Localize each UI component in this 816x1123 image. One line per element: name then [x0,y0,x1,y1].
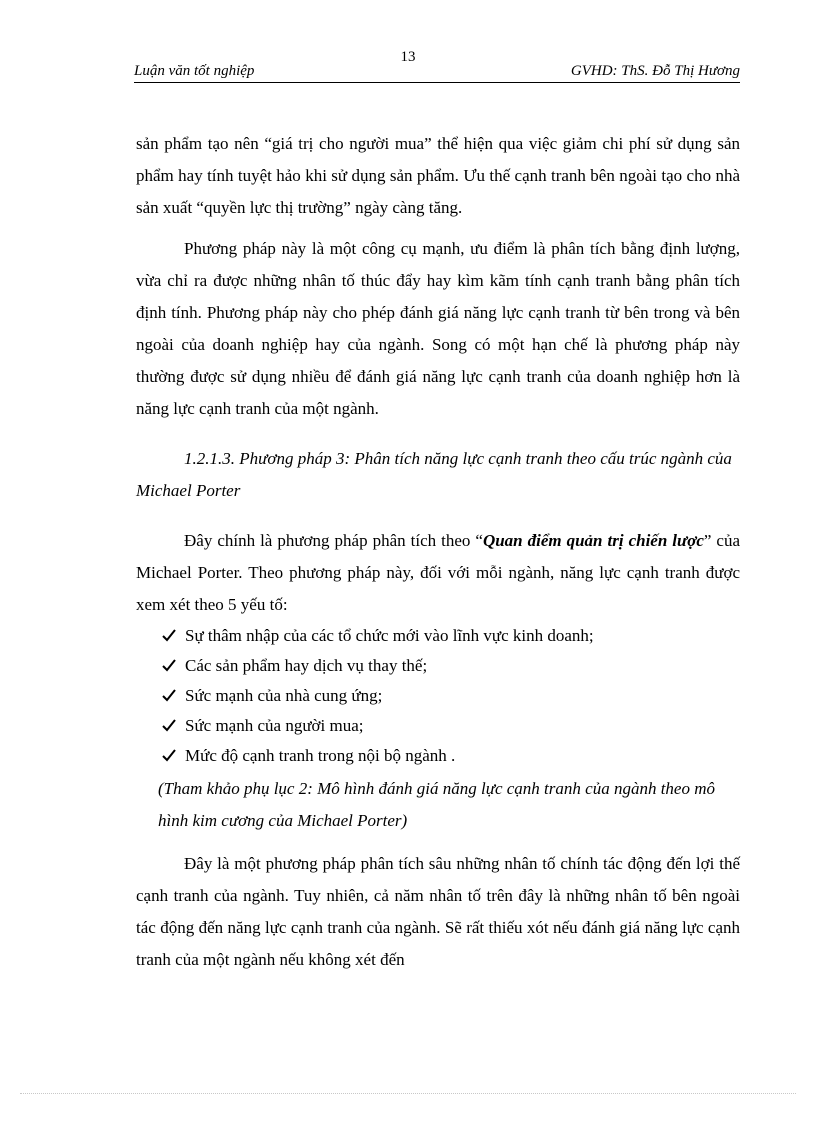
list-item [162,741,740,771]
factor-label: Mức độ cạnh tranh trong nội bộ ngành . [185,746,456,765]
header-thesis-title: Luận văn tốt nghiệp [134,63,255,79]
appendix-reference-note: (Tham khảo phụ lục 2: Mô hình đánh giá năng lực cạnh tranh của ngành theo mô hình kim cương của Michael Porter) [158,779,715,830]
page-number: 13 [400,49,416,65]
paragraph-method-evaluation: Phương pháp này là một công cụ mạnh, ưu điểm là phân tích bằng định lượng, vừa chỉ ra được những nhân tố thúc đẩy hay kìm kãm tính cạnh tranh bằng phân tích định tính. Phương pháp này cho phép đánh giá năng lực cạnh tranh từ bên trong và bên ngoài của doanh nghiệp hay của ngành. Song có một hạn chế là phương pháp này thường được sử dụng nhiều để đánh giá năng lực cạnh tranh của doanh nghiệp hơn là năng lực cạnh tranh của một ngành. [136,239,740,418]
factor-label: Sức mạnh của người mua; [185,716,364,735]
paragraph-porter-analysis: Đây là một phương pháp phân tích sâu những nhân tố chính tác động đến lợi thế cạnh tranh của ngành. Tuy nhiên, cả năm nhân tố trên đây là những nhân tố bên ngoài tác động đến năng lực cạnh tranh của ngành. Sẽ rất thiếu xót nếu đánh giá năng lực cạnh tranh của một ngành nếu không xét đến [136,854,740,969]
list-item [162,651,740,681]
factor-label: Các sản phẩm hay dịch vụ thay thế; [185,656,428,675]
list-item [162,621,740,651]
paragraph-porter-intro [136,525,740,621]
checkmark-icon [162,681,179,711]
checkmark-icon [162,621,179,651]
factor-label: Sự thâm nhập của các tổ chức mới vào lĩnh vực kinh doanh; [185,626,594,645]
porter-intro-emphasis: Quan điểm quản trị chiến lược [482,531,704,550]
section-heading-method-3: 1.2.1.3. Phương pháp 3: Phân tích năng lực cạnh tranh theo cấu trúc ngành của Michael Porter [136,449,732,500]
factor-label: Sức mạnh của nhà cung ứng; [185,686,383,705]
list-item [162,681,740,711]
checkmark-icon [162,711,179,741]
list-item [162,711,740,741]
checkmark-icon [162,741,179,771]
checkmark-icon [162,651,179,681]
porter-intro-rest: ” của Michael Porter. Theo phương pháp này, đối với mỗi ngành, năng lực cạnh tranh được xem xét theo 5 yếu tố: [136,531,741,614]
body-text [136,128,740,976]
running-header [134,60,740,83]
page-bottom-divider [20,1093,796,1094]
paragraph-value-for-buyer: sản phẩm tạo nên “giá trị cho người mua” thể hiện qua việc giảm chi phí sử dụng sản phẩm hay tính tuyệt hảo khi sử dụng sản phẩm. Ưu thế cạnh tranh bên ngoài tạo cho nhà sản xuất “quyền lực thị trường” ngày càng tăng. [136,134,740,217]
five-factors-list [162,621,740,771]
porter-intro-lead: Đây chính là phương pháp phân tích theo “ [184,531,483,550]
header-supervisor: GVHD: ThS. Đỗ Thị Hương [570,63,740,79]
